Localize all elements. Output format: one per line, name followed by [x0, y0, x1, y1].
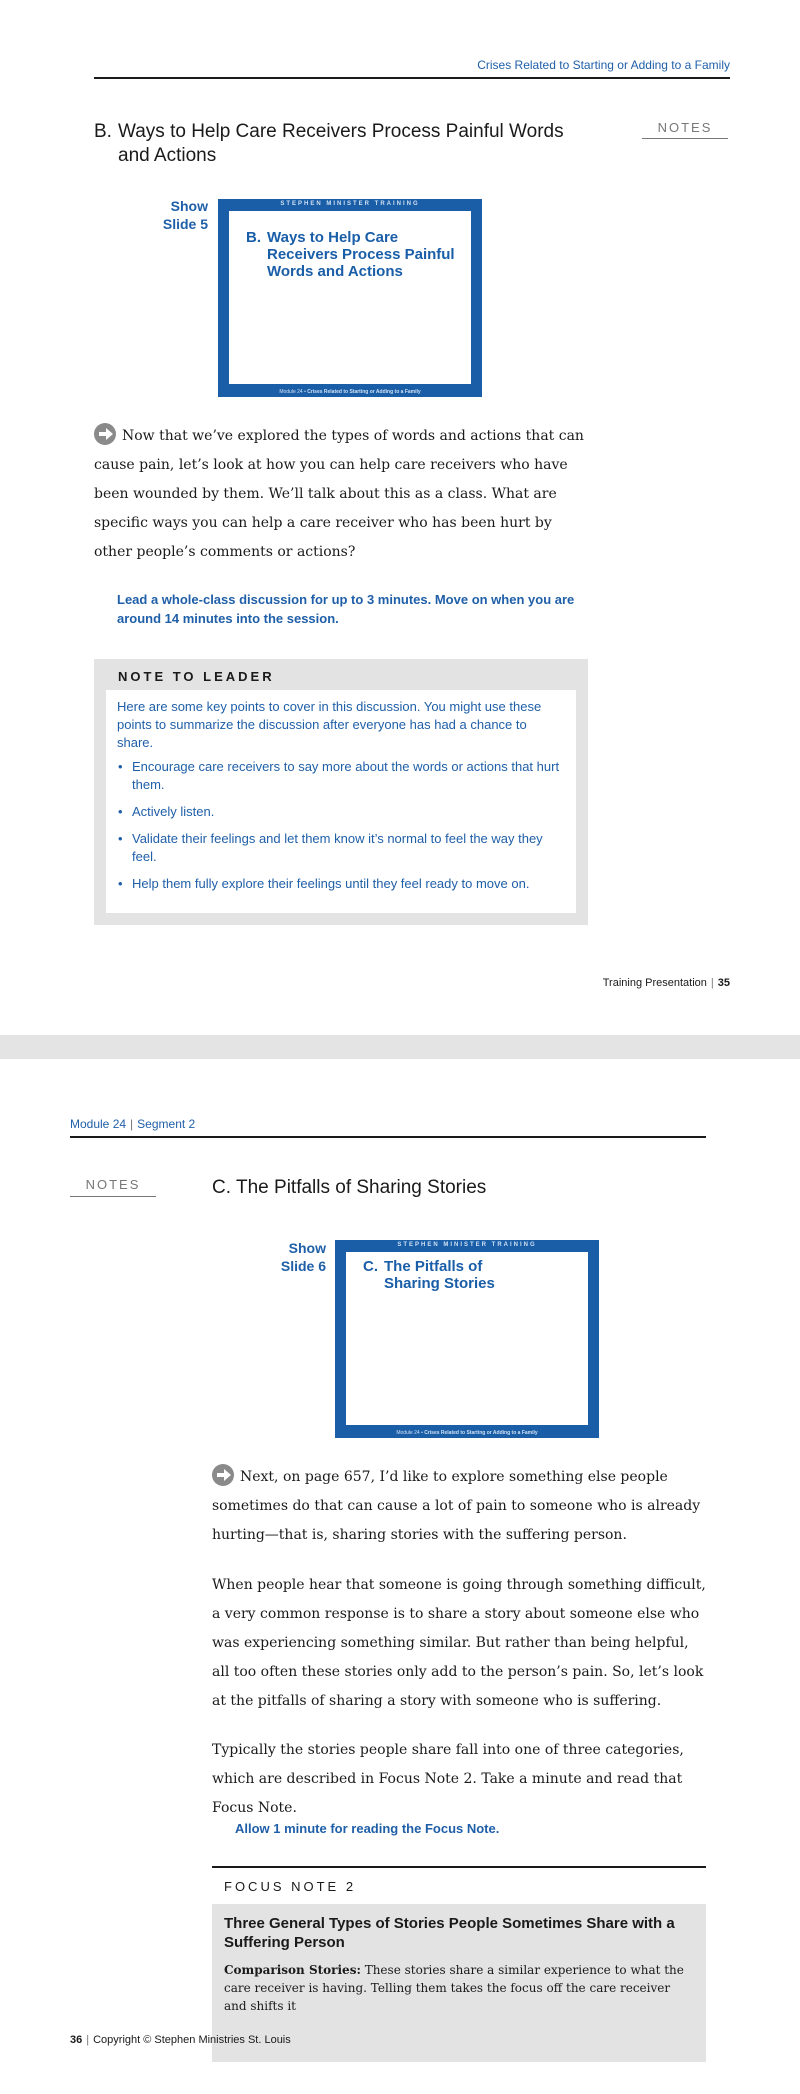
slide-footer-module: Module 24 •: [279, 389, 306, 395]
page-35: [0, 0, 800, 1035]
running-head: Crises Related to Starting or Adding to a Family: [477, 58, 730, 72]
leader-instruction: Lead a whole-class discussion for up to 3 minutes. Move on when you are around 14 minutes into the session.: [117, 592, 575, 626]
leader-instruction: Allow 1 minute for reading the Focus Note.: [235, 1821, 500, 1836]
page-footer: [70, 2034, 291, 2046]
slide-thumbnail: [335, 1240, 599, 1438]
slide-footer-title: Crises Related to Starting or Adding to a Family: [307, 389, 421, 395]
show-slide-label: [258, 1239, 326, 1275]
running-head: [70, 1117, 195, 1131]
notes-label: NOTES: [85, 1177, 141, 1192]
notes-underline: [642, 138, 728, 139]
section-letter: B.: [94, 121, 112, 142]
slide-top-strip: STEPHEN MINISTER TRAINING: [280, 201, 420, 207]
note-bullet-list: [117, 758, 565, 893]
note-bullet: • Validate their feelings and let them know it’s normal to feel the way they feel.: [117, 830, 565, 866]
notes-label: NOTES: [657, 120, 713, 135]
slide-top-strip: STEPHEN MINISTER TRAINING: [397, 1242, 537, 1248]
slide-title-text: The Pitfalls of Sharing Stories: [384, 1258, 495, 1292]
slide-title-text: Ways to Help Care Receivers Process Painful Words and Actions: [267, 229, 455, 280]
arrow-circle-icon: [212, 1464, 234, 1486]
note-to-leader-content: [106, 690, 576, 913]
body-paragraph: When people hear that someone is going through something difficult, a very common response is to share a story about someone else who was experiencing something similar. But rather than being helpful, all too often these stories only add to the person’s pain. So, let’s look at the pitfalls of sharing a story with someone who is suffering.: [212, 1577, 706, 1709]
page-number: 35: [717, 977, 730, 989]
header-rule: [70, 1136, 706, 1138]
slide-letter: B.: [246, 229, 261, 246]
page-36: [0, 1059, 800, 2094]
page-gap: [0, 1035, 800, 1059]
note-to-leader-heading: NOTE TO LEADER: [118, 669, 275, 684]
focus-note-rule: [212, 1866, 706, 1868]
body-paragraph: [212, 1463, 706, 1550]
section-title: Ways to Help Care Receivers Process Painful Words and Actions: [118, 121, 564, 166]
focus-note-heading: FOCUS NOTE 2: [224, 1879, 357, 1894]
slide-content: [346, 1252, 588, 1425]
running-head-module: Module 24: [70, 1117, 127, 1131]
header-rule: [94, 77, 730, 79]
section-heading: [94, 120, 594, 168]
focus-note-title: Three General Types of Stories People Sometimes Share with a Suffering Person: [224, 1915, 675, 1951]
section-title: The Pitfalls of Sharing Stories: [236, 1177, 487, 1198]
body-paragraph-text: Next, on page 657, I’d like to explore something else people sometimes do that can cause a lot of pain to someone who is already hurting—that is, sharing stories with the suffering person.: [212, 1469, 701, 1543]
note-bullet: • Actively listen.: [117, 803, 565, 821]
slide-number: Slide 6: [280, 1258, 326, 1274]
show-slide-label: [140, 197, 208, 233]
note-intro: Here are some key points to cover in this discussion. You might use these points to summarize the discussion after everyone has had a chance to share.: [117, 699, 542, 750]
focus-note-text: These stories share a similar experience to what the care receiver is having. Telling them takes the focus off the care receiver and shifts it: [224, 1963, 684, 2013]
slide-title: [363, 1258, 580, 1292]
slide-thumbnail: [218, 199, 482, 397]
slide-footer-module: Module 24 •: [396, 1430, 423, 1436]
page-footer: [603, 977, 730, 989]
show-text: Show: [288, 1240, 326, 1256]
body-paragraph-text: Now that we’ve explored the types of words and actions that can cause pain, let’s look at how you can help care receivers who have been wounded by them. We’ll talk about this as a class. What are specific ways you can help a care receiver who has been hurt by other people’s comments or actions?: [94, 428, 584, 560]
page-number: 36: [70, 2034, 83, 2046]
slide-content: [229, 211, 471, 384]
footer-separator: |: [86, 2034, 90, 2046]
show-text: Show: [170, 198, 208, 214]
arrow-circle-icon: [94, 423, 116, 445]
body-paragraph: [94, 422, 590, 567]
copyright-text: Copyright © Stephen Ministries St. Louis: [93, 2034, 291, 2046]
slide-footer: [335, 1430, 599, 1436]
notes-underline: [70, 1196, 156, 1197]
slide-footer-title: Crises Related to Starting or Adding to a Family: [424, 1430, 538, 1436]
slide-title: [246, 229, 463, 280]
note-to-leader-box: [94, 659, 588, 925]
footer-label: Training Presentation: [602, 977, 707, 989]
body-paragraph: Typically the stories people share fall into one of three categories, which are described in Focus Note 2. Take a minute and read that Focus Note.: [212, 1742, 684, 1816]
slide-footer: [218, 389, 482, 395]
section-letter: C.: [212, 1177, 231, 1198]
slide-number: Slide 5: [162, 216, 208, 232]
section-heading: [212, 1176, 712, 1200]
focus-note-term: Comparison Stories:: [224, 1963, 361, 1977]
running-head-separator: |: [130, 1117, 134, 1131]
note-bullet: • Help them fully explore their feelings until they feel ready to move on.: [117, 875, 565, 893]
note-bullet: • Encourage care receivers to say more about the words or actions that hurt them.: [117, 758, 565, 794]
footer-separator: |: [710, 977, 714, 989]
focus-note-body: [224, 1961, 694, 2015]
slide-letter: C.: [363, 1258, 378, 1275]
running-head-segment: Segment 2: [137, 1117, 196, 1131]
